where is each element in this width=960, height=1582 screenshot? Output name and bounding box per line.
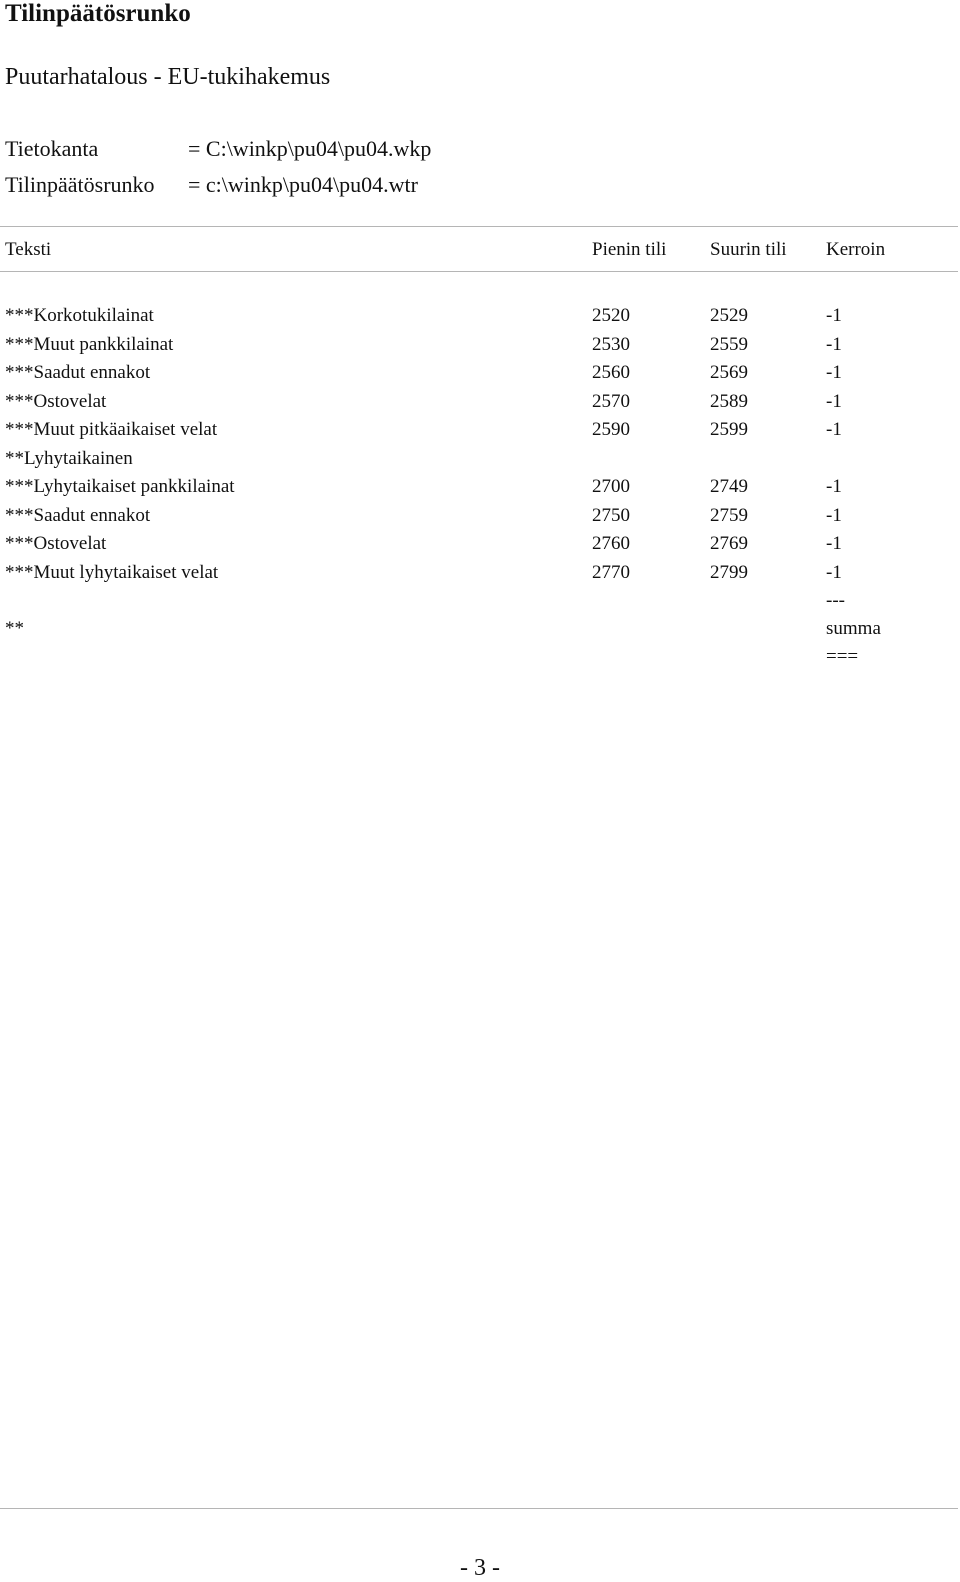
- row-text: ***Saadut ennakot: [5, 362, 151, 383]
- summary-line-above: ---: [826, 590, 845, 611]
- table-row: [0, 362, 958, 390]
- table-row: [0, 334, 958, 362]
- row-min-account: 2750: [592, 505, 630, 526]
- table-row: [0, 391, 958, 419]
- row-text: ***Lyhytaikaiset pankkilainat: [5, 476, 235, 497]
- row-text: ***Saadut ennakot: [5, 505, 151, 526]
- row-min-account: 2760: [592, 533, 630, 554]
- report-subtitle: Puutarhatalous - EU-tukihakemus: [5, 64, 331, 90]
- row-max-account: 2559: [710, 334, 748, 355]
- row-max-account: 2759: [710, 505, 748, 526]
- row-factor: -1: [826, 362, 842, 383]
- row-factor: -1: [826, 505, 842, 526]
- row-max-account: 2749: [710, 476, 748, 497]
- row-max-account: 2599: [710, 419, 748, 440]
- column-header-factor: Kerroin: [826, 239, 886, 260]
- row-text: **Lyhytaikainen: [5, 448, 133, 469]
- page-title: Tilinpäätösrunko: [5, 0, 191, 27]
- row-text: ***Ostovelat: [5, 533, 107, 554]
- row-min-account: 2590: [592, 419, 630, 440]
- footer-rule: [0, 1508, 958, 1509]
- row-factor: -1: [826, 419, 842, 440]
- table-row: [0, 562, 958, 590]
- summary-line-below: ===: [826, 646, 859, 667]
- row-text: ***Korkotukilainat: [5, 305, 154, 326]
- row-text: ***Ostovelat: [5, 391, 107, 412]
- table-row: [0, 505, 958, 533]
- row-text: ***Muut lyhytaikaiset velat: [5, 562, 219, 583]
- row-max-account: 2529: [710, 305, 748, 326]
- row-factor: -1: [826, 391, 842, 412]
- row-min-account: 2560: [592, 362, 630, 383]
- row-factor: -1: [826, 562, 842, 583]
- row-factor: -1: [826, 334, 842, 355]
- row-max-account: 2769: [710, 533, 748, 554]
- column-header-max-account: Suurin tili: [710, 239, 787, 260]
- table-row: [0, 305, 958, 333]
- meta-template-value: = c:\winkp\pu04\pu04.wtr: [188, 172, 418, 197]
- column-header-text: Teksti: [5, 239, 52, 260]
- table-row: [0, 448, 958, 476]
- page-number: - 3 -: [460, 1555, 500, 1581]
- table-row: [0, 533, 958, 561]
- row-min-account: 2520: [592, 305, 630, 326]
- row-max-account: 2589: [710, 391, 748, 412]
- row-factor: -1: [826, 533, 842, 554]
- header-rule-bottom: [0, 271, 958, 272]
- row-min-account: 2530: [592, 334, 630, 355]
- column-header-min-account: Pienin tili: [592, 239, 667, 260]
- meta-template-label: Tilinpäätösrunko: [5, 172, 155, 197]
- row-text: ***Muut pitkäaikaiset velat: [5, 419, 218, 440]
- row-factor: -1: [826, 305, 842, 326]
- row-max-account: 2569: [710, 362, 748, 383]
- row-min-account: 2770: [592, 562, 630, 583]
- header-rule-top: [0, 226, 958, 227]
- row-min-account: 2570: [592, 391, 630, 412]
- table-row: [0, 419, 958, 447]
- table-row: [0, 476, 958, 504]
- summary-factor: summa: [826, 618, 881, 639]
- row-factor: -1: [826, 476, 842, 497]
- row-text: ***Muut pankkilainat: [5, 334, 174, 355]
- row-min-account: 2700: [592, 476, 630, 497]
- meta-database-value: = C:\winkp\pu04\pu04.wkp: [188, 136, 432, 161]
- summary-text: **: [5, 618, 24, 639]
- row-max-account: 2799: [710, 562, 748, 583]
- meta-database-label: Tietokanta: [5, 136, 99, 161]
